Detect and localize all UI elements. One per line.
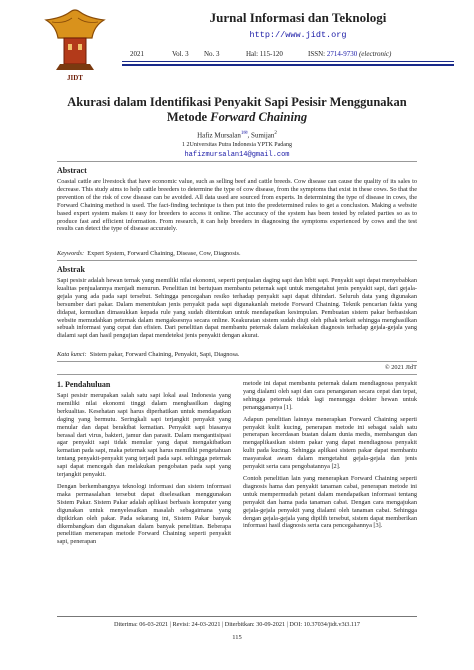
page-number: 115 — [232, 634, 242, 641]
issn-link[interactable]: 2714-9730 — [326, 50, 358, 58]
body-paragraph: Dengan berkembangnya teknologi informasi dan sistem informasi maka permasalahan tersebut dapat diselesaikan menggunakan Sistem Pakar. Sistem Pakar adalah aplikasi berbasis komputer yang digunakan untuk menyelesaikan masalah sebagaimana yang dipikirkan oleh pakar. Pada sekarang ini, Sistem Pakar banyak dikembangkan dan digunakan dalam banyak penelitian. Beberapa penelitian menerapan metode Forward Chaining seperti penyakit sapi, penerapan — [57, 482, 231, 546]
abstract-text: Coastal cattle are livestock that have economic value, such as selling beef and cattle breeds. Cow disease can cause the quality of its sales to decrease. This study aims to help cattle breeders to determine the type of cow disease, from the symptoms that exist in these cows. So that the prevention of the risk of cow disease can be avoided. All data used are sourced from experts. In determining the type of disease in cows, the Forward Chaining method is used. The fact-finding technique is then put into the predetermined rules to get a conclusion. Making a website based expert system makes it easy for breeders to access it online. The accuracy of the system has been tested by related parties so as to produce fast and efficient information. From research, it can help breeders in diagnosing the symptoms experienced by cows and the test results can detect the type of disease accurately. — [57, 178, 417, 233]
divider-abstrak-top — [57, 260, 417, 261]
body-paragraph: Contoh penelitian lain yang menerapkan Forward Chaining seperti diagnosis hama dan penyakit tanaman cabai, penerapan metode ini untuk mempermudah petani dalam mendapatkan informasi tentang penyakit dan hama pada tanaman cabai. Dengan cara mengajukan gejala-gejala penyakit yang dialami oleh tanaman cabai. Sehingga dengan gejala-gejala yang dipilih tersebut, sistem dapat memberikan informasi hasil diagnosis serta cara pencegahannya [3]. — [243, 474, 417, 530]
issn — [308, 50, 391, 58]
issue-number: No. 3 — [204, 50, 220, 58]
paper-title-line2-italic: Forward Chaining — [210, 110, 308, 124]
abstrak-text: Sapi pesisir adalah hewan ternak yang memiliki nilai ekonomi, seperti penjualan daging sapi dan bibit sapi. Penyakit sapi dapat menyebabkan kualitas penjualannya menjadi menurun. Penelitian ini bertujuan membantu peternak sapi untuk mengetahui jenis penyakit sapi, dari gejala-gejala yang ada pada sapi tersebut. Sehingga pencegahan resiko terhadap penyakit sapi dapat dihindari. Seluruh data yang digunakan bersumber dari pakar. Dalam menentukan jenis penyakit pada sapi digunakanlah metode Forward Chaining. Teknik pencarian fakta yang didapat, kemudian dimasukkan kepada rule yang sudah ditentukan untuk mendapatkan kesimpulan. Pembuatan sistem pakar berbasiskan website memudahkan peternak dalam mengaksesnya secara online. Keakuratan sistem sudah diuji oleh pihak terkait sehingga menghasilkan sebuah informasi yang cepat dan efisien. Dari penelitian dapat membantu peternak dalam melakukan diagnosis terhadap gejala-gejala yang dialami sapi dan hasil pengujian dapat mendeteksi jenis penyakit dengan akurat. — [57, 277, 417, 340]
issn-label: ISSN: — [308, 50, 327, 58]
paper-title — [30, 95, 444, 125]
kata-kunci — [57, 351, 417, 359]
journal-url-link[interactable]: http://www.jidt.org — [249, 30, 347, 40]
footer-dates-doi: Diterima: 06-03-2021 | Revisi: 24-03-2021 | Diterbitkan: 30-09-2021 | DOI: 10.37034/jidt.v3i3.117 — [114, 621, 360, 628]
keywords-label: Keywords: — [57, 250, 85, 257]
abstrak-heading: Abstrak — [57, 265, 86, 274]
body-paragraph: Sapi pesisir merupakan salah satu sapi lokal asal Indonesia yang memiliki nilai ekonomi tinggi dalam menghasilkan daging berkualitas. Kesehatan sapi harus diperhatikan untuk mendapatkan daging yang bermutu. Seringkali sapi terjangkit penyakit yang menular dan dapat berakibat kematian. Penyakit sapi biasanya berasal dari virus, bakteri, jamur dan parasit. Dalam mengantisipasi agar penyakit sapi tidak menular yang dapat mengakibatkan kematian pada sapi, maka peternak sapi harus memiliki pengetahuan tentang penyakit-penyakit yang terjadi pada sapi. sehingga peternak sapi dapat mencegah dan melakukan pengobatan pada sapi yang terjangkit penyakit. — [57, 392, 231, 479]
header-rule-top — [122, 61, 454, 62]
paper-title-line2 — [30, 110, 444, 125]
issue-year: 2021 — [130, 50, 144, 58]
divider-abstract-top — [57, 161, 417, 162]
abstract-heading: Abstract — [57, 166, 87, 175]
keywords-text: Expert System, Forward Chaining, Disease, Cow, Diagnosis. — [87, 250, 241, 257]
body-paragraph: Adapun penelitian lainnya menerapkan Forward Chaining seperti penyakit kulit kucing, penerapan metode ini sebagai salah satu penerapan kecerdasan buatan dalam dunia medis, membangun dan mengaplikasikan sistem pakar yang dapat mendiagnosa penyakit kulit pada kucing. Sehingga aplikasi sistem pakar dapat membantu masyarakat awam dalam mengetahui gejala-gejala dan jenis penyakit serta cara pengobatannya [2]. — [243, 415, 417, 471]
kata-kunci-text: Sistem pakar, Forward Chaining, Penyakit, Sapi, Diagnosa. — [89, 351, 240, 358]
issue-volume: Vol. 3 — [172, 50, 189, 58]
author-1-sup[interactable]: 1✉ — [240, 131, 248, 136]
journal-title: Jurnal Informasi dan Teknologi — [209, 10, 387, 25]
author-1: Hafiz Mursalan — [197, 131, 241, 140]
body-paragraph: metode ini dapat membantu peternak dalam mendiagnosa penyakit yang dialami oleh sapi dan cara penanganan secara cepat dan tepat, sehingga peternak tidak lagi menunggu dokter hewan untuk penanggananya [1]. — [243, 380, 417, 411]
body-right-column — [243, 380, 417, 530]
affiliation: 1 2Universitas Putra Indonesia YPTK Padang — [182, 142, 292, 148]
header-rule-bottom — [122, 64, 454, 66]
divider-body-top — [57, 374, 417, 375]
author-2-sup: 2 — [274, 131, 277, 136]
issn-suffix: (electronic) — [357, 50, 392, 58]
section-1-heading: 1. Pendahuluan — [57, 380, 111, 389]
issue-pages: Hal: 115-120 — [246, 50, 283, 58]
author-email[interactable]: hafizmursalan14@gmail.com — [184, 151, 290, 159]
paper-title-line2-plain: Metode — [166, 110, 211, 124]
divider-abstrak-bottom — [57, 361, 417, 362]
copyright: © 2021 JIdT — [384, 364, 417, 371]
kata-kunci-label: Kata kunci: — [57, 351, 87, 358]
footer-rule — [57, 616, 417, 617]
logo-text: JIDT — [67, 74, 83, 82]
authors — [0, 130, 474, 139]
body-left-column — [57, 392, 231, 546]
keywords — [57, 250, 417, 258]
paper-title-line1: Akurasi dalam Identifikasi Penyakit Sapi Pesisir Menggunakan — [67, 95, 407, 109]
author-2: , Sumijan — [247, 131, 275, 140]
